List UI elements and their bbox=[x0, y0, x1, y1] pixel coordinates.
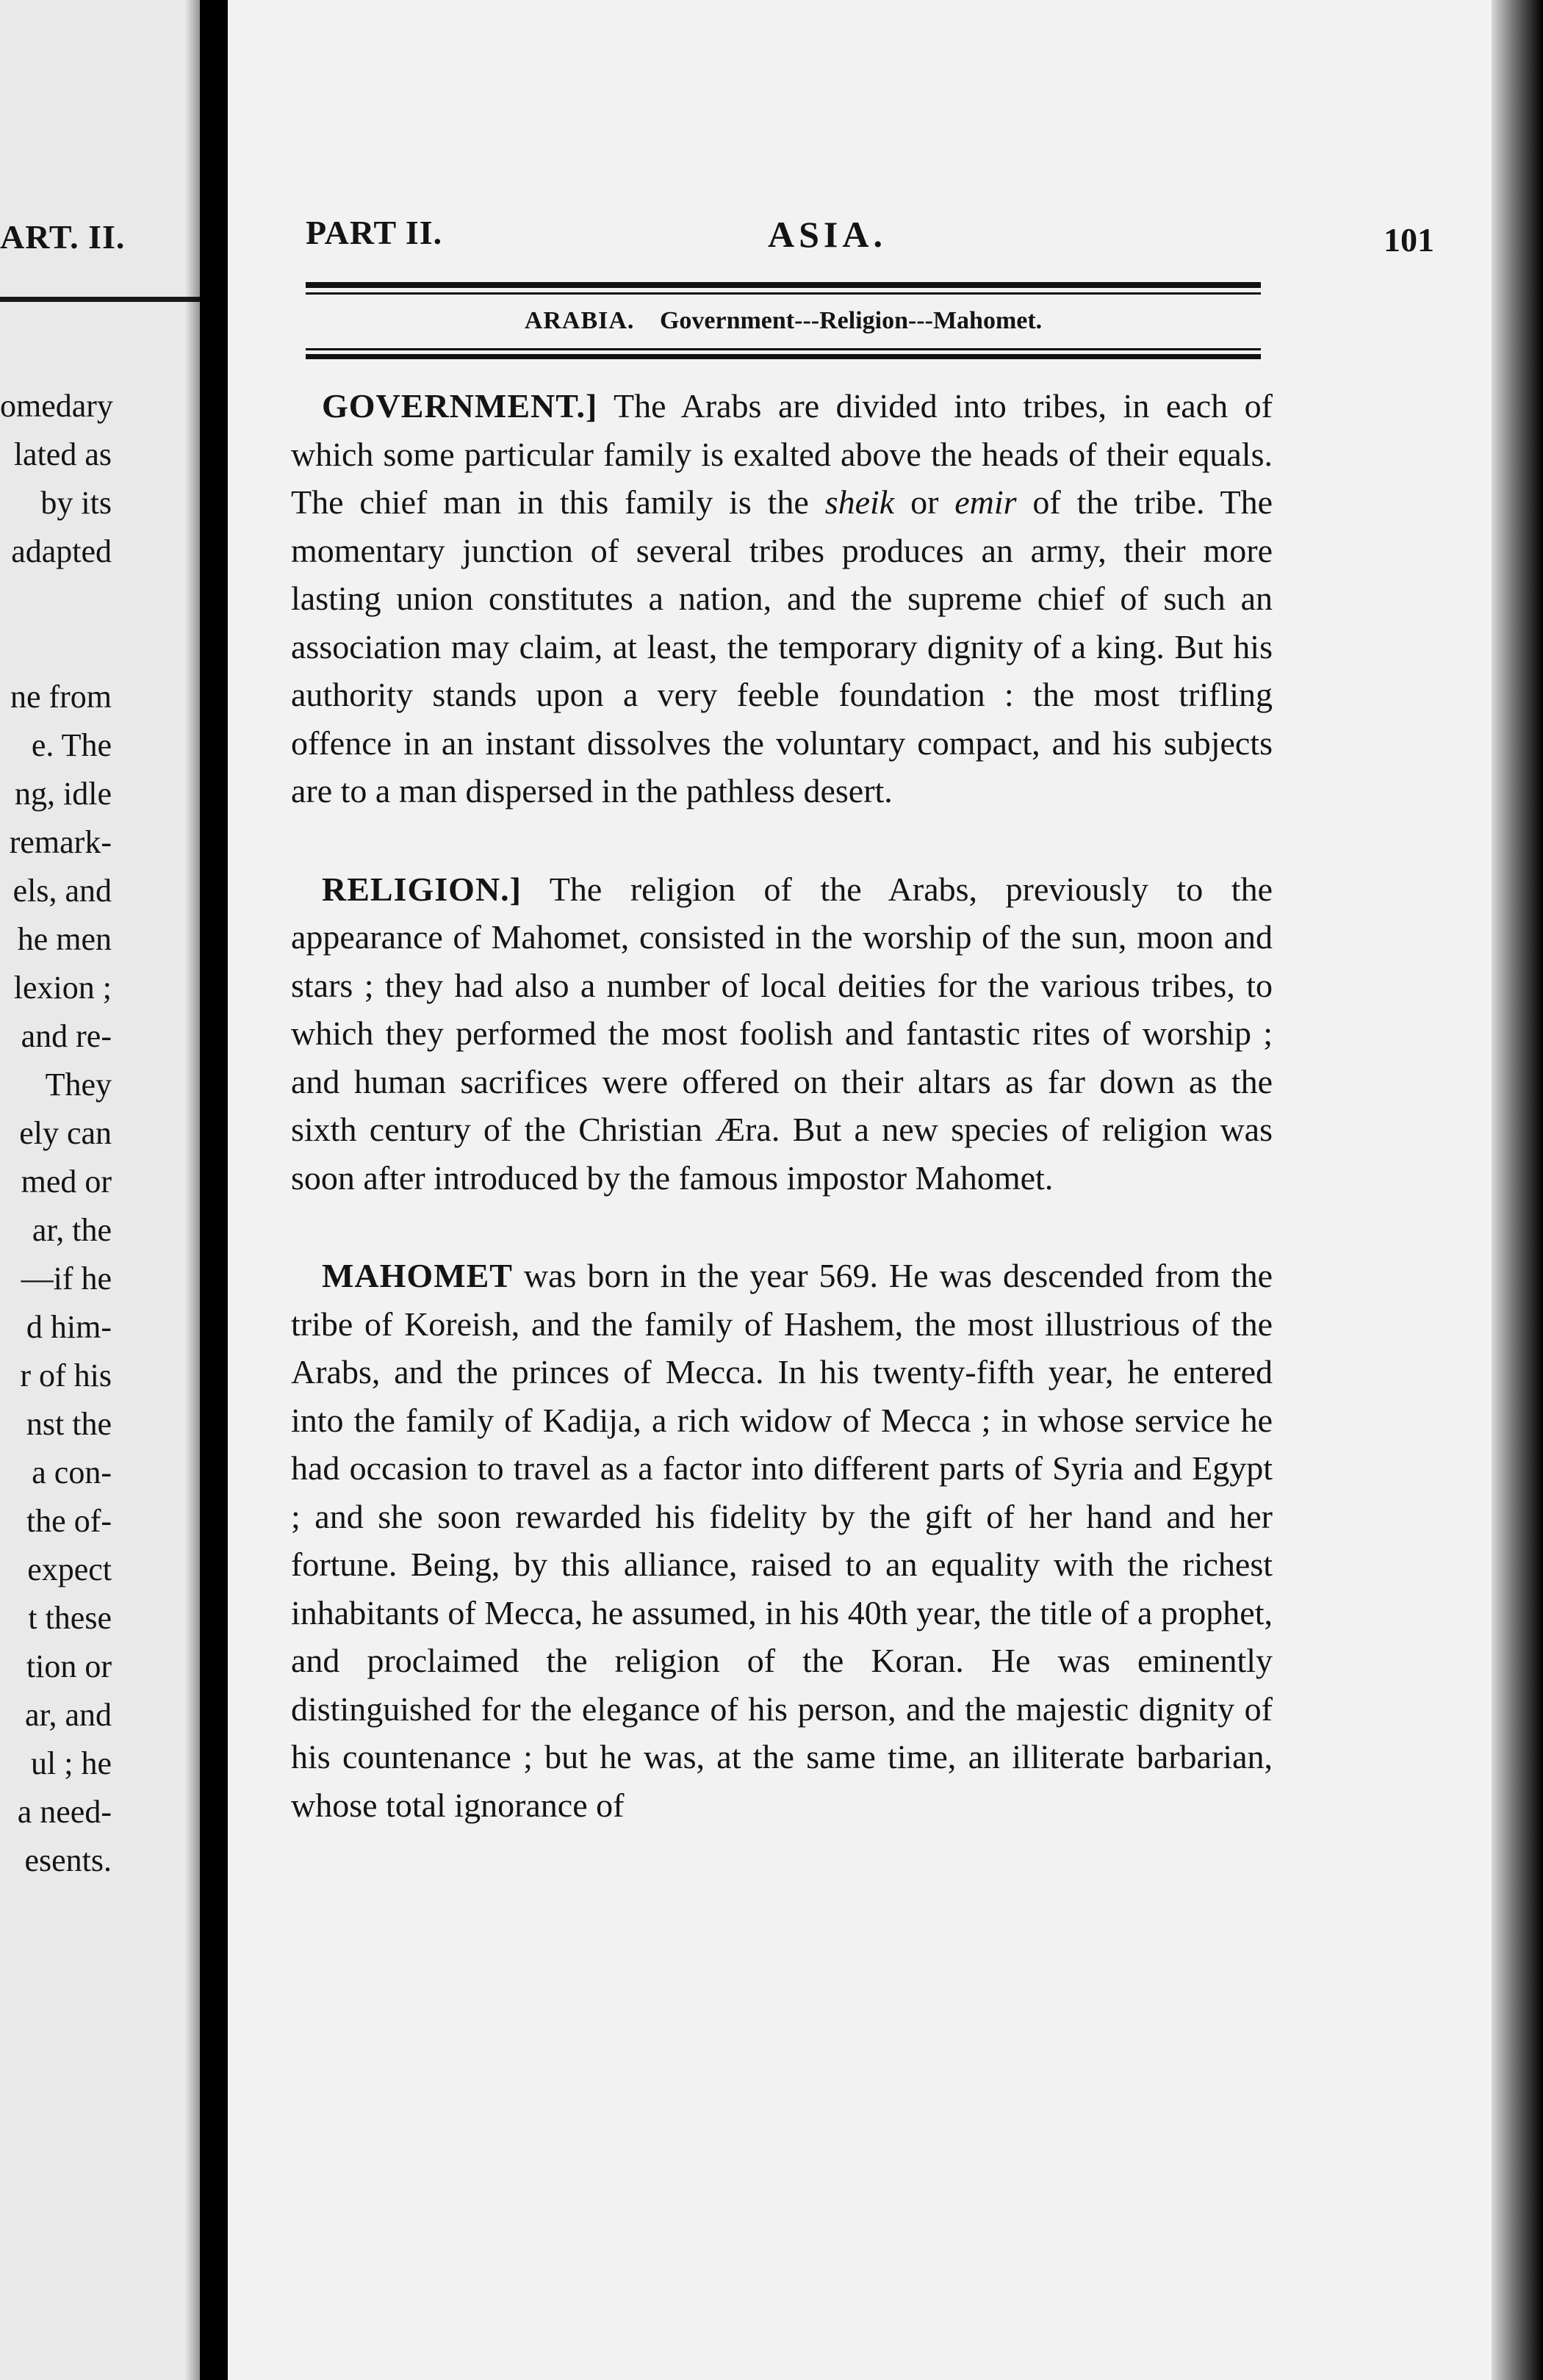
left-line: and re- bbox=[21, 1018, 112, 1054]
left-line: the of- bbox=[26, 1503, 112, 1539]
left-line: els, and bbox=[12, 873, 112, 909]
left-line: ng, idle bbox=[15, 776, 112, 812]
paragraph-lead: GOVERNMENT.] bbox=[322, 387, 598, 425]
header-rule-thick bbox=[306, 282, 1261, 288]
left-line: t these bbox=[28, 1600, 112, 1636]
left-line: —if he bbox=[21, 1261, 112, 1297]
page-number: 101 bbox=[1384, 221, 1434, 259]
left-facing-page bbox=[0, 0, 200, 2380]
gutter-shadow bbox=[185, 0, 200, 2380]
left-line: e. The bbox=[31, 727, 112, 763]
paragraph-lead: MAHOMET bbox=[322, 1257, 513, 1294]
paragraph-mahomet bbox=[291, 1252, 1273, 1829]
body-text bbox=[291, 382, 1273, 1829]
paragraph-religion bbox=[291, 865, 1273, 1202]
left-page-rule bbox=[0, 297, 200, 302]
paragraph-government bbox=[291, 382, 1273, 815]
left-line: omedary bbox=[0, 388, 113, 424]
subhead-topics: Government---Religion---Mahomet. bbox=[659, 307, 1043, 334]
book-page bbox=[228, 0, 1492, 2380]
left-page-text-fragments bbox=[0, 382, 112, 1885]
left-line: med or bbox=[21, 1164, 112, 1200]
left-line: lated as bbox=[13, 436, 112, 472]
header-rule-thin bbox=[306, 292, 1261, 295]
left-line: remark- bbox=[9, 824, 112, 860]
paragraph-text: was born in the year 569. He was descended from the tribe of Koreish, and the family of Hashem, the most illustrious of the Arabs, and the princes of Mecca. In his twenty-fifth year, he entered into the family of Kadija, a rich widow of Mecca ; in whose service he had occasion to travel as a factor into different parts of Syria and Egypt ; and she soon rewarded his fidelity by the gift of her hand and her fortune. Being, by this alliance, raised to an equality with the richest inhabitants of Mecca, he assumed, in his 40th year, the title of a prophet, and proclaimed the religion of the Koran. He was eminently distinguished for the elegance of his person, and the majestic dignity of his countenance ; but he was, at the same time, an illiterate barbarian, whose total ignorance of bbox=[291, 1257, 1273, 1824]
left-line bbox=[0, 624, 112, 673]
left-line: ne from bbox=[10, 679, 112, 715]
paragraph-text: of the tribe. The momentary junction of several tribes produces an army, their more lasting union constitutes a nation, and the supreme chief of such an association may claim, at least, the temporary dignity of a king. But his authority stands upon a very feeble foundation : the most trifling offence in an instant dissolves the voluntary compact, and his subjects are to a man dispersed in the pathless desert. bbox=[291, 483, 1273, 809]
left-line: adapted bbox=[11, 533, 112, 569]
section-title: ASIA. bbox=[768, 214, 887, 255]
left-line: They bbox=[45, 1067, 112, 1103]
chapter-subhead bbox=[306, 307, 1261, 335]
left-line: ar, the bbox=[32, 1212, 112, 1248]
italic-term: sheik bbox=[824, 483, 895, 521]
subhead-region: ARABIA. bbox=[524, 307, 635, 334]
left-line: d him- bbox=[26, 1309, 112, 1345]
subhead-rule-thin bbox=[306, 348, 1261, 350]
paragraph-lead: RELIGION.] bbox=[322, 870, 522, 908]
part-label: PART II. bbox=[306, 214, 443, 251]
left-line: esents. bbox=[24, 1842, 112, 1878]
left-line: expect bbox=[27, 1551, 112, 1587]
page-edge-shadow bbox=[1492, 0, 1543, 2380]
left-line: ul ; he bbox=[31, 1745, 112, 1781]
left-line: nst the bbox=[26, 1406, 112, 1442]
subhead-rule-thick bbox=[306, 354, 1261, 359]
running-head bbox=[306, 213, 1434, 264]
left-line bbox=[0, 576, 112, 624]
paragraph-text: The religion of the Arabs, previously to the appearance of Mahomet, consisted in the worship of the sun, moon and stars ; they had also a number of local deities for the various tribes, to which they performed the most foolish and fantastic rites of worship ; and human sacrifices were offered on their altars as far down as the sixth century of the Christian Æra. But a new species of religion was soon after introduced by the famous impostor Mahomet. bbox=[291, 870, 1273, 1197]
left-line: a need- bbox=[17, 1794, 112, 1830]
left-line: tion or bbox=[26, 1648, 112, 1684]
left-page-running-head: ART. II. bbox=[0, 218, 126, 256]
book-spine bbox=[200, 0, 228, 2380]
left-line: he men bbox=[17, 921, 112, 957]
italic-term: emir bbox=[954, 483, 1017, 521]
left-line: r of his bbox=[20, 1357, 112, 1393]
left-line: lexion ; bbox=[13, 970, 112, 1006]
left-line: ely can bbox=[19, 1115, 112, 1151]
left-line: ar, and bbox=[25, 1697, 112, 1733]
paragraph-text: The Arabs are divided into tribes, in each of which some particular family is exalted above the heads of their equals. The chief man in this family is the bbox=[291, 387, 1273, 521]
left-line: a con- bbox=[32, 1454, 112, 1490]
left-line: by its bbox=[40, 485, 112, 521]
paragraph-text: or bbox=[894, 483, 955, 521]
